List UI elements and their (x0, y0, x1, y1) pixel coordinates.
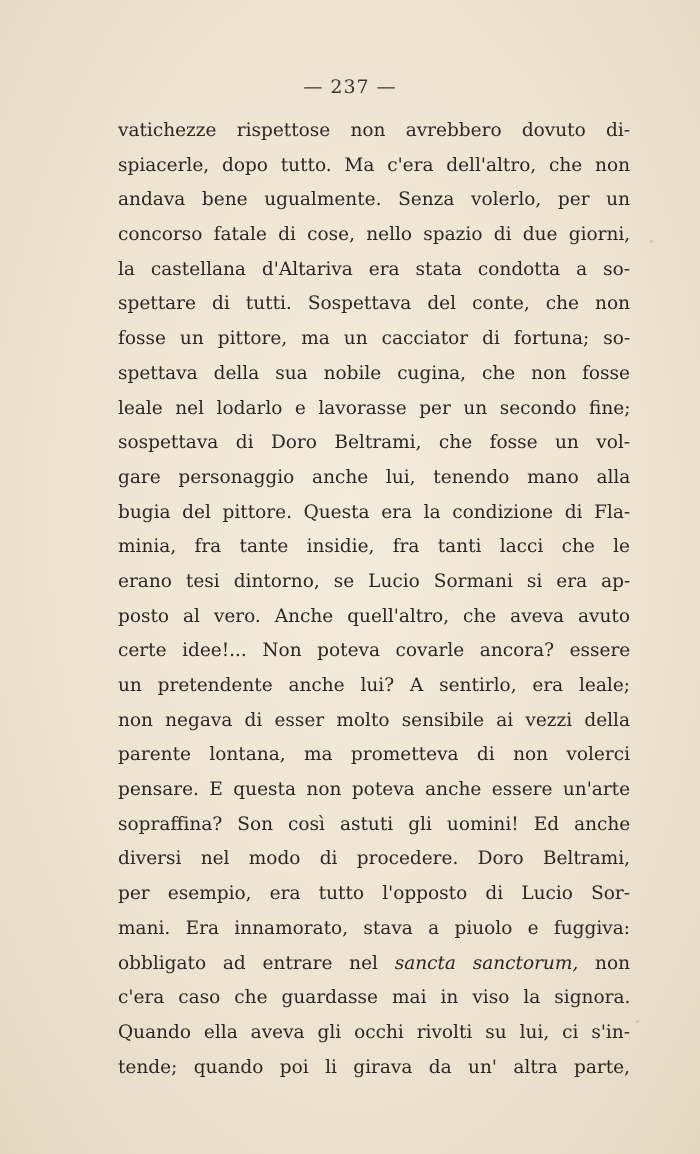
text-line: un pretendente anche lui? A sentirlo, era leale; (118, 675, 630, 696)
text-line: spettare di tutti. Sospettava del conte, che non (118, 293, 630, 315)
text-line: sopraffina? Son così astuti gli uomini! Ed anche (118, 813, 630, 835)
text-line: la castellana d'Altariva era stata condotta a so- (118, 258, 630, 280)
line-segment: obbligato ad entrare nel (118, 952, 395, 974)
text-line: c'era caso che guardasse mai in viso la signora. (118, 987, 630, 1009)
text-line: andava bene ugualmente. Senza volerlo, per un (118, 189, 630, 211)
text-line: concorso fatale di cose, nello spazio di due giorni, (118, 224, 630, 246)
text-line: diversi nel modo di procedere. Doro Beltrami, (118, 848, 630, 870)
paper-spot (650, 240, 653, 243)
page-number: — 237 — (303, 76, 397, 98)
paper-spot (636, 1020, 639, 1023)
text-line: per esempio, era tutto l'opposto di Lucio Sor- (118, 883, 630, 905)
text-line: non negava di esser molto sensibile ai vezzi della (118, 709, 630, 731)
text-line: tende; quando poi li girava da un' altra parte, (118, 1056, 630, 1078)
text-line: posto al vero. Anche quell'altro, che aveva avuto (118, 605, 630, 627)
text-line: erano tesi dintorno, se Lucio Sormani si era ap- (118, 570, 630, 592)
text-line: pensare. E questa non poteva anche essere un'arte (118, 779, 630, 801)
text-line: bugia del pittore. Questa era la condizione di Fla- (118, 501, 630, 523)
text-line: Quando ella aveva gli occhi rivolti su lui, ci s'in- (118, 1021, 630, 1043)
text-line: parente lontana, ma prometteva di non volerci (118, 744, 630, 766)
text-line: leale nel lodarlo e lavorasse per un secondo fine; (118, 397, 630, 419)
paper-spot (450, 588, 453, 591)
text-line: spiacerle, dopo tutto. Ma c'era dell'altro, che non (118, 154, 630, 176)
italic-phrase: sancta sanctorum, (394, 952, 579, 974)
text-line: certe idee!... Non poteva covarle ancora? essere (118, 640, 630, 662)
text-line: mani. Era innamorato, stava a piuolo e fuggiva: (118, 917, 630, 939)
text-line-with-italic (118, 947, 630, 982)
line-segment: non (578, 952, 630, 974)
text-line: spettava della sua nobile cugina, che non fosse (118, 362, 630, 384)
text-line: sospettava di Doro Beltrami, che fosse un vol- (118, 432, 630, 454)
body-text (118, 114, 630, 1085)
text-line: vatichezze rispettose non avrebbero dovuto di- (118, 120, 630, 141)
text-line: fosse un pittore, ma un cacciator di fortuna; so- (118, 328, 630, 350)
text-line: gare personaggio anche lui, tenendo mano alla (118, 466, 630, 488)
text-line: minia, fra tante insidie, fra tanti lacci che le (118, 536, 630, 558)
